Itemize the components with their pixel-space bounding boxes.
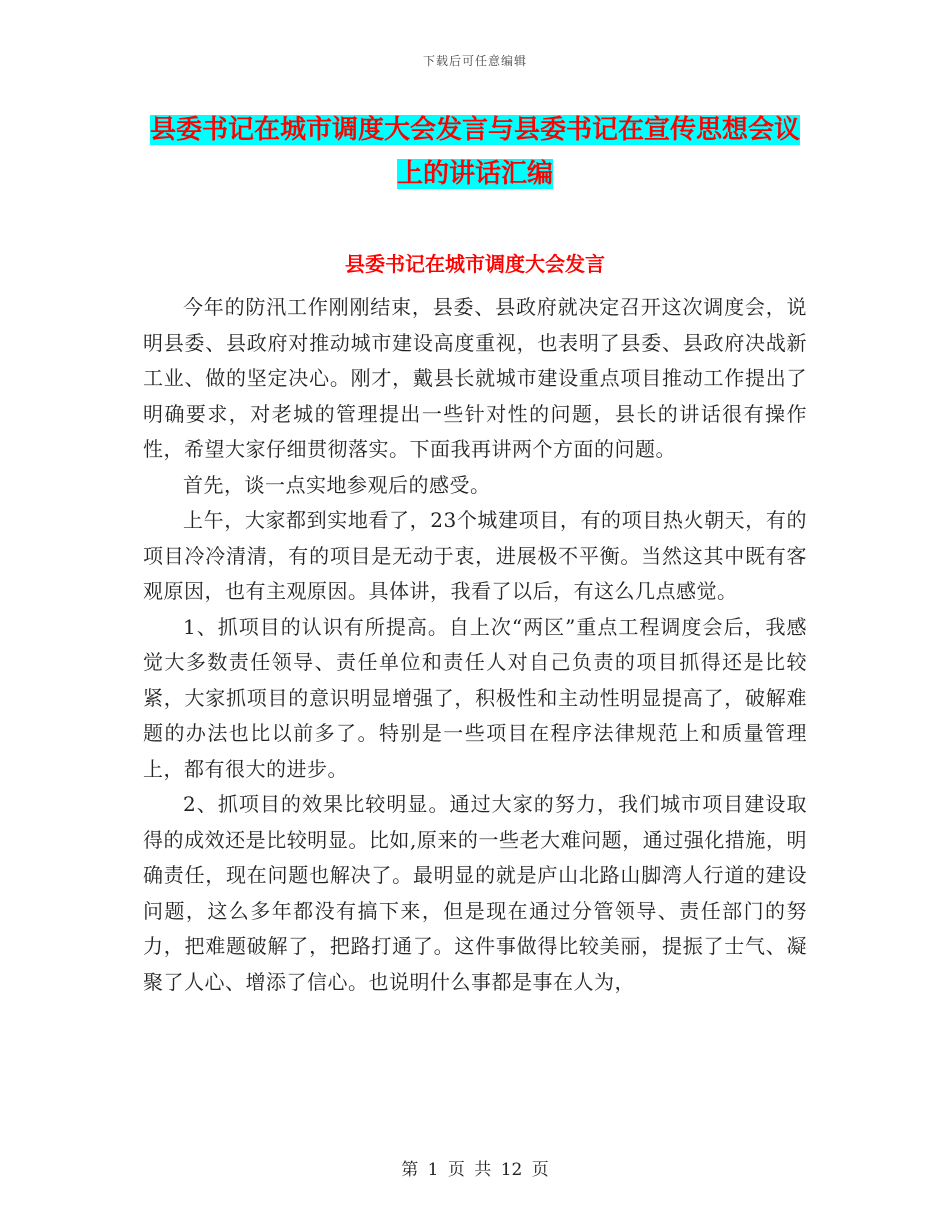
section-title: 县委书记在城市调度大会发言: [345, 252, 605, 276]
page-footer: 第 1 页 共 12 页: [401, 1160, 549, 1180]
paragraph: 上午，大家都到实地看了，23个城建项目，有的项目热火朝天，有的项目冷冷清清，有的项目是无动于衷，进展极不平衡。当然这其中既有客观原因，也有主观原因。具体讲，我看了以后，有这么几点感觉。: [143, 508, 807, 603]
paragraph: 2、抓项目的效果比较明显。通过大家的努力，我们城市项目建设取得的成效还是比较明显。比如,原来的一些老大难问题，通过强化措施，明确责任，现在问题也解决了。最明显的就是庐山北路山脚湾人行道的建设问题，这么多年都没有搞下来，但是现在通过分管领导、责任部门的努力，把难题破解了，把路打通了。这件事做得比较美丽，提振了士气、凝聚了人心、增添了信心。也说明什么事都是事在人为，: [143, 792, 807, 994]
paragraph: 1、抓项目的认识有所提高。自上次“两区”重点工程调度会后，我感觉大多数责任领导、责任单位和责任人对自己负责的项目抓得还是比较紧，大家抓项目的意识明显增强了，积极性和主动性明显提高了，破解难题的办法也比以前多了。特别是一些项目在程序法律规范上和质量管理上，都有很大的进步。: [143, 614, 807, 781]
paragraph: 今年的防汛工作刚刚结束，县委、县政府就决定召开这次调度会，说明县委、县政府对推动城市建设高度重视，也表明了县委、县政府决战新工业、做的坚定决心。刚才，戴县长就城市建设重点项目推动工作提出了明确要求，对老城的管理提出一些针对性的问题，县长的讲话很有操作性，希望大家仔细贯彻落实。下面我再讲两个方面的问题。: [143, 295, 807, 461]
paragraph: 首先，谈一点实地参观后的感受。: [183, 472, 491, 497]
document-title-text: 县委书记在城市调度大会发言与县委书记在宣传思想会议上的讲话汇编: [149, 115, 800, 189]
page-header: 下载后可任意编辑: [422, 54, 527, 68]
body-text: [143, 290, 807, 1000]
document-title: [140, 108, 810, 196]
